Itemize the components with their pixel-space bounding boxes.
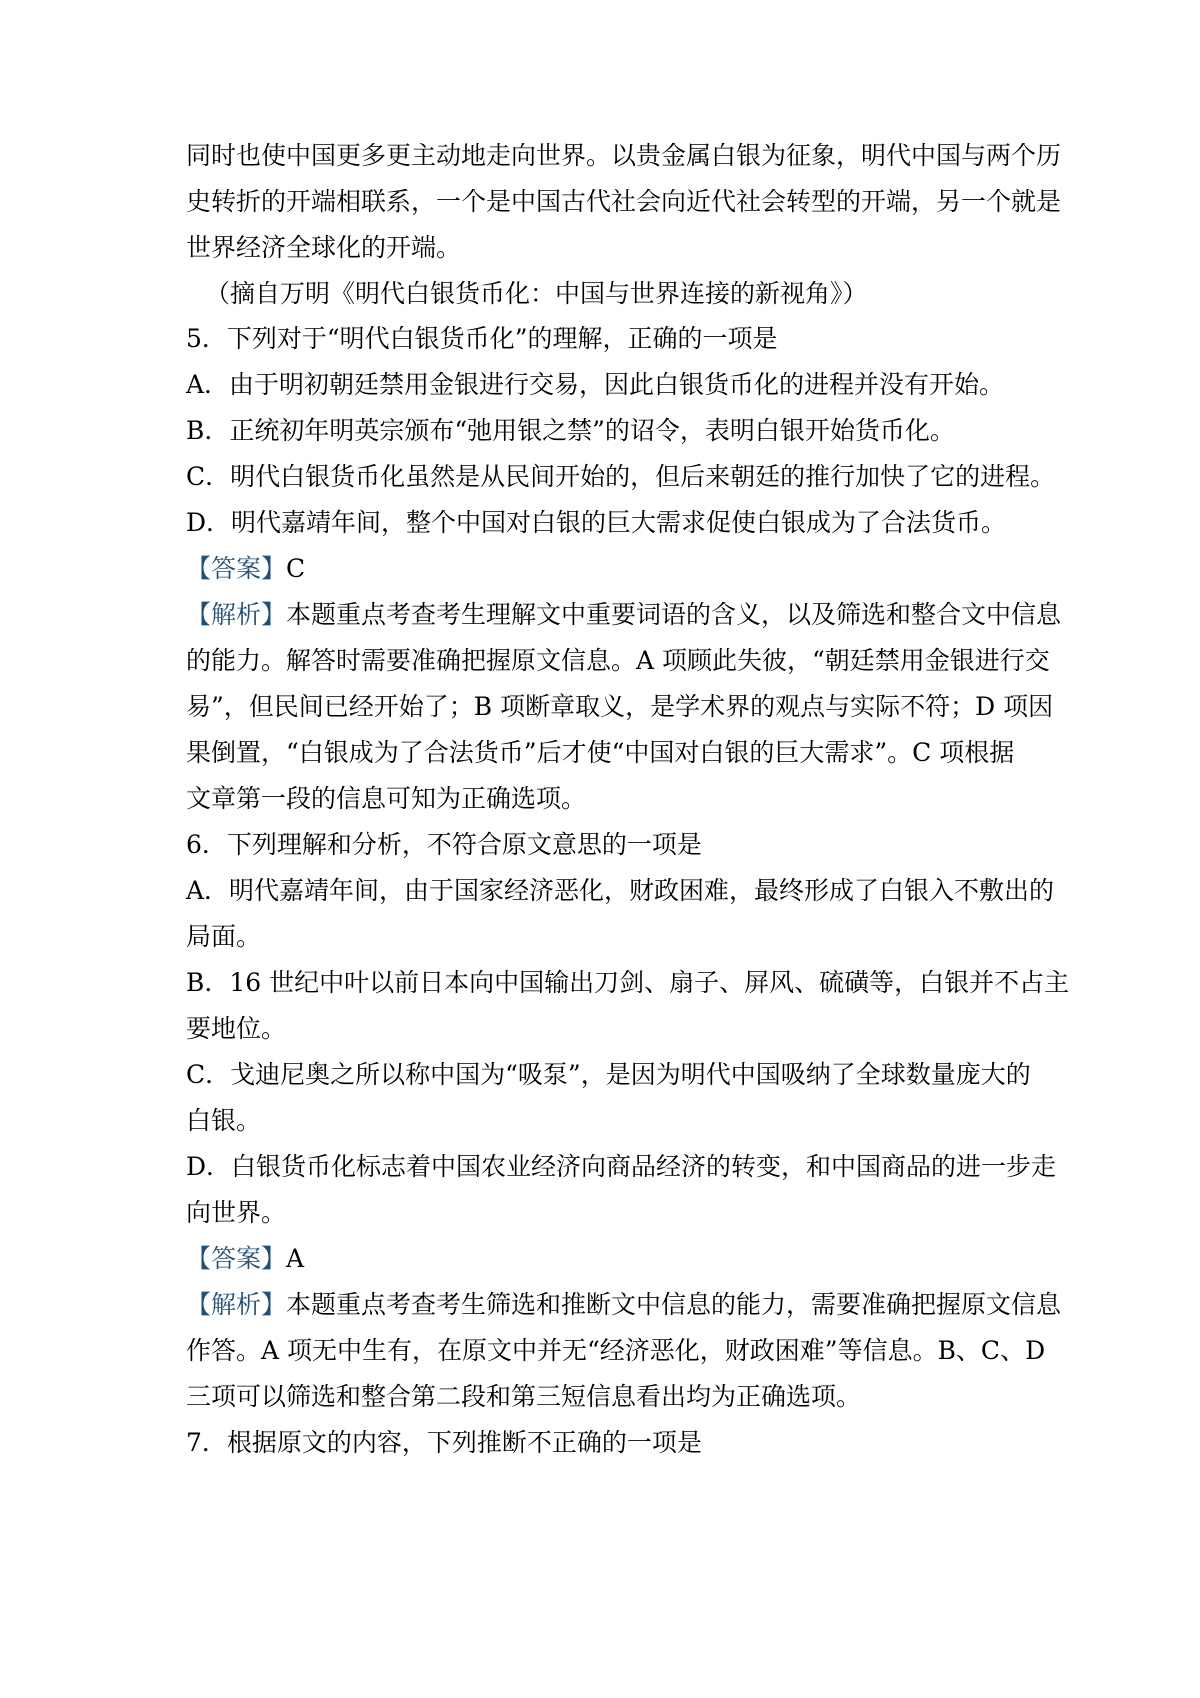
q5-option-c: C．明代白银货币化虽然是从民间开始的，但后来朝廷的推行加快了它的进程。	[186, 462, 1056, 491]
q5-analysis-line-2: 的能力。解答时需要准确把握原文信息。A 项顾此失彼，“朝廷禁用金银进行交	[186, 646, 1050, 675]
passage-line-2: 史转折的开端相联系，一个是中国古代社会向近代社会转型的开端，另一个就是	[186, 187, 1062, 216]
q5-option-a: A．由于明初朝廷禁用金银进行交易，因此白银货币化的进程并没有开始。	[186, 370, 1005, 399]
q5-option-d: D．明代嘉靖年间，整个中国对白银的巨大需求促使白银成为了合法货币。	[186, 508, 1007, 537]
q5-stem: 5．下列对于“明代白银货币化”的理解，正确的一项是	[186, 324, 778, 353]
q6-stem: 6．下列理解和分析，不符合原文意思的一项是	[186, 830, 702, 859]
q5-analysis-text-1: 本题重点考查考生理解文中重要词语的含义，以及筛选和整合文中信息	[286, 600, 1062, 629]
q5-option-b: B．正统初年明英宗颁布“弛用银之禁”的诏令，表明白银开始货币化。	[186, 416, 955, 445]
q5-analysis-line-5: 文章第一段的信息可知为正确选项。	[186, 784, 587, 813]
q5-answer-value: C	[286, 554, 306, 583]
q5-analysis-tag: 【解析】	[186, 600, 287, 629]
q6-option-line-3: B．16 世纪中叶以前日本向中国输出刀剑、扇子、屏风、硫磺等，白银并不占主	[186, 968, 1070, 997]
q6-answer-value: A	[286, 1244, 305, 1273]
passage-line-3: 世界经济全球化的开端。	[186, 233, 462, 262]
q6-option-line-4: 要地位。	[186, 1014, 287, 1043]
q5-analysis-line-1	[186, 591, 1062, 639]
q6-option-line-1: A．明代嘉靖年间，由于国家经济恶化，财政困难，最终形成了白银入不敷出的	[186, 876, 1055, 905]
q5-answer	[186, 545, 1046, 593]
q6-answer-tag: 【答案】	[186, 1244, 287, 1273]
q7-stem: 7．根据原文的内容，下列推断不正确的一项是	[186, 1428, 702, 1457]
q6-option-line-2: 局面。	[186, 922, 262, 951]
q5-answer-tag: 【答案】	[186, 554, 287, 583]
passage-source: （摘自万明《明代白银货币化：中国与世界连接的新视角》）	[205, 279, 868, 308]
q6-option-line-7: D．白银货币化标志着中国农业经济向商品经济的转变，和中国商品的进一步走	[186, 1152, 1057, 1181]
q6-analysis-tag: 【解析】	[186, 1290, 287, 1319]
q6-analysis-text-1: 本题重点考查考生筛选和推断文中信息的能力，需要准确把握原文信息	[286, 1290, 1062, 1319]
q5-analysis-line-4: 果倒置，“白银成为了合法货币”后才使“中国对白银的巨大需求”。C 项根据	[186, 738, 1015, 767]
passage-line-1: 同时也使中国更多更主动地走向世界。以贵金属白银为征象，明代中国与两个历	[186, 141, 1062, 170]
q6-analysis-line-2: 作答。A 项无中生有，在原文中并无“经济恶化，财政困难”等信息。B、C、D	[186, 1336, 1046, 1365]
q6-analysis-line-3: 三项可以筛选和整合第二段和第三短信息看出均为正确选项。	[186, 1382, 862, 1411]
q6-answer	[186, 1235, 1046, 1283]
q6-option-line-6: 白银。	[186, 1106, 262, 1135]
q6-analysis-line-1	[186, 1281, 1062, 1329]
q5-analysis-line-3: 易”，但民间已经开始了；B 项断章取义，是学术界的观点与实际不符；D 项因	[186, 692, 1054, 721]
q6-option-line-8: 向世界。	[186, 1198, 287, 1227]
q6-option-line-5: C．戈迪尼奥之所以称中国为“吸泵”，是因为明代中国吸纳了全球数量庞大的	[186, 1060, 1031, 1089]
